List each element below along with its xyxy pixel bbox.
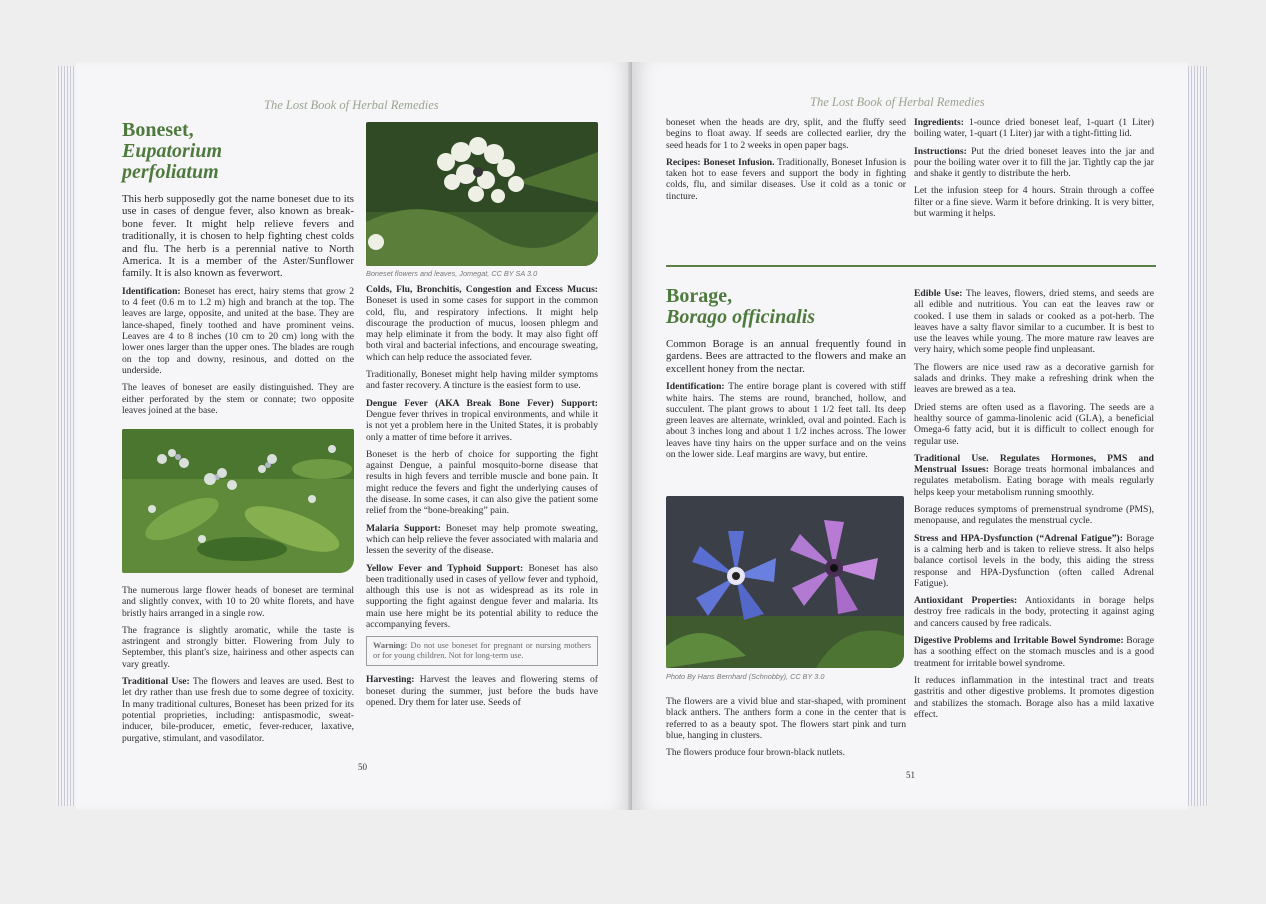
boneset-harvest-cont: boneset when the heads are dry, split, and the fluffy seed begins to float away. If seeds are collected earlier, dry the seed heads for 1 to 2 weeks in open paper bags.: [666, 117, 906, 151]
open-book: [56, 62, 1208, 810]
borage-dried-stems: Dried stems are often used as a flavoring. The seeds are a healthy source of gamma-linolenic acid (GLA), a beneficial Omega-6 fatty acid, but it is difficult to collect enough for regular use.: [914, 401, 1154, 447]
identification-label: Identification:: [122, 285, 181, 297]
instructions-text: Put the dried boneset leaves into the jar and pour the boiling water over it to fill the jar. Tightly cap the jar and shake it gently to distribute the herb.: [914, 145, 1154, 180]
left-page: [76, 62, 632, 810]
boneset-traditional: [122, 676, 354, 744]
right-column-1-top: [666, 117, 906, 208]
yellow-label: Yellow Fever and Typhoid Support:: [366, 562, 524, 574]
warning-text: Do not use boneset for pregnant or nursing mothers or for young children. Not for long-term use.: [373, 641, 591, 661]
boneset-flower-image: [122, 429, 354, 573]
right-page: [632, 62, 1188, 810]
title-latin-1: Eupatorium: [122, 140, 223, 162]
borage-flowers: The flowers are a vivid blue and star-shaped, with prominent black anthers. The anthers form a cone in the center that is referred to as a beauty spot. The flowers start pink and turn blue, hanging in clusters.: [666, 696, 906, 741]
harvesting-text: Harvest the leaves and flowering stems of boneset during the summer, just before the buds have opened. Dry them for later use. Seeds of: [366, 674, 598, 708]
boneset-colds: [366, 284, 598, 363]
warning-label: Warning:: [373, 641, 408, 651]
edible-text: The leaves, flowers, dried stems, and seeds are all edible and nutritious. You can eat the leaves raw or cooked. I use them in salads or cooked as a pot-herb. The leaves have a salty flavor similar to a cucumber. It is best to use the leaves while young. The more mature raw leaves are very hairy, which some people find unpleasant.: [914, 288, 1154, 356]
edible-label: Edible Use:: [914, 288, 963, 299]
traditional-text: The flowers and leaves are used. Best to let dry rather than use fresh due to some degree of toxicity. In many traditional cultures, Boneset has been prized for its potential proprieties, including: antispasmodic, sweat-inducer, bile-producer, emetic, fever-reducer, laxative, purgative, stimulant, and vasodilator.: [122, 676, 354, 744]
antioxidant-label: Antioxidant Properties:: [914, 595, 1018, 607]
borage-inflammation: It reduces inflammation in the intestinal tract and treats gastritis and other digestive problems. It promotes digestion and stabilizes the stomach. Borage also has a mild laxative effect.: [914, 674, 1154, 720]
right-column-2-top: [914, 117, 1154, 225]
stress-label: Stress and HPA-Dysfunction (“Adrenal Fatigue”):: [914, 532, 1123, 544]
borage-hormones: [914, 453, 1154, 498]
boneset-harvesting: [366, 674, 598, 708]
borage-stress: [914, 533, 1154, 589]
harvesting-label: Harvesting:: [366, 674, 415, 686]
boneset-flower-heads: The numerous large flower heads of boneset are terminal and slightly convex, with 10 to 20 white florets, and have bristly hairs arranged in a single row.: [122, 585, 354, 619]
boneset-malaria: [366, 523, 598, 557]
boneset-photo-2: [122, 429, 354, 573]
malaria-label: Malaria Support:: [366, 522, 441, 534]
boneset-identification: [122, 286, 354, 376]
digestive-label: Digestive Problems and Irritable Bowel Syndrome:: [914, 635, 1124, 647]
recipes-label: Recipes: Boneset Infusion.: [666, 156, 775, 168]
boneset-title: [122, 120, 354, 183]
boneset-fragrance: The fragrance is slightly aromatic, while the taste is astringent and strongly bitter. Flowering from July to September, this plant's size, hairiness and other aspects can vary greatly.: [122, 624, 354, 670]
dengue-label: Dengue Fever (AKA Break Bone Fever) Support:: [366, 397, 598, 409]
borage-garnish: The flowers are nice used raw as a decorative garnish for salads and drinks. They make a refreshing drink when the leaves are brewed as a tea.: [914, 361, 1154, 396]
page-number-right: 51: [906, 770, 915, 780]
warning-box: [366, 636, 598, 666]
boneset-photo-1: [366, 122, 598, 266]
boneset-intro: This herb supposedly got the name boneset due to its use in cases of dengue fever, also known as break-bone fever. It might help relieve fevers and traditionally, it is chosen to help fighting chest colds and flu. The herb is a perennial native to North America. It is a member of the Aster/Sunflower family. It is also known as feverwort.: [122, 193, 354, 280]
borage-title-latin: Borago officinalis: [666, 306, 816, 328]
stress-text: Borage is a calming herb and is taken to relieve stress. It also helps balance cortisol levels in the body, this aiding the stress response and HPA-Dysfunction (often called Adrenal Fatigue).: [914, 532, 1154, 589]
left-column-1: [122, 120, 354, 422]
borage-title-common: Borage,: [666, 285, 733, 307]
identification-text: Boneset has erect, hairy stems that grow 2 to 4 feet (0.6 m to 1.2 m) high and branch at the top. The leaves are large, opposite, and united at the base. They are lance-shaped, finely toothed and have prominent veins. Leaves are 4 to 8 inches (10 cm to 20 cm) long with the lower ones larger than the upper ones. The blades are rough on the top and downy, resinous, and dotted on the underside.: [122, 285, 354, 376]
boneset-leaves: The leaves of boneset are easily distinguished. They are either perforated by the stem or connate; two opposite leaves joined at the base.: [122, 382, 354, 416]
boneset-yellow-fever: [366, 563, 598, 631]
boneset-dengue-2: Boneset is the herb of choice for supporting the fight against Dengue, a painful mosquito-borne disease that results in high fevers and terrible muscle and bone pain. It might reduce the fevers and fight the underlying causes of the disease. In some cases, it can also give the patient some relief from the “bone-breaking” pain.: [366, 448, 598, 517]
title-common: Boneset,: [122, 119, 194, 141]
right-column-1-lower: [666, 696, 906, 764]
boneset-recipes: [666, 157, 906, 202]
boneset-photo-caption: Boneset flowers and leaves, Jomegat, CC BY SA 3.0: [366, 269, 538, 278]
yellow-text: Boneset has also been traditionally used in cases of yellow fever and typhoid, although this use is not as widespread as its role in supporting the fight against dengue fever and malaria. Its main use here might be its potential ability to reduce the accompanying fevers.: [366, 562, 598, 631]
ingredients-text: 1-ounce dried boneset leaf, 1-quart (1 Liter) boiling water, 1-quart (1 Liter) jar with a tight-fitting lid.: [914, 117, 1154, 140]
instructions-label: Instructions:: [914, 145, 967, 157]
borage-photo-caption: Photo By Hans Bernhard (Schnobby), CC BY 3.0: [666, 672, 825, 681]
borage-digestive: [914, 635, 1154, 669]
boneset-ingredients: [914, 117, 1154, 140]
section-divider: [666, 265, 1156, 267]
borage-pms: Borage reduces symptoms of premenstrual syndrome (PMS), menopause, and regulates the menstrual cycle.: [914, 504, 1154, 527]
digestive-text: Borage has a soothing effect on the stomach muscles and is a good treatment for irritable bowel syndrome.: [914, 635, 1154, 669]
title-latin-2: perfoliatum: [122, 161, 219, 183]
borage-title: [666, 286, 906, 328]
hormones-text: Borage treats hormonal imbalances and regulates metabolism. Eating borage with meals regularly helps keep your metabolism running smoothly.: [914, 464, 1154, 498]
boneset-cluster-image: [366, 122, 598, 266]
borage-antioxidant: [914, 595, 1154, 629]
traditional-label: Traditional Use:: [122, 676, 190, 688]
boneset-dengue: [366, 398, 598, 443]
colds-text: Boneset is used in some cases for support in the common cold, flu, and respiratory infections. It might help discourage the production of mucus, loosen phlegm and may help eliminate it from the body. It may also fight off both viral and bacterial infections, and encourage sweating, which can help reduce the associated fever.: [366, 295, 598, 363]
borage-photo: [666, 496, 904, 668]
borage-identification-text: The entire borage plant is covered with stiff white hairs. The stems are round, branched, hollow, and succulent. The plant grows to about 1 1/2 feet tall. Its deep green leaves are alternate, wrinkled, oval and pointed. Each is about 3 inches long and about 1 1/2 inches across. The lower leaves have tiny hairs on the upper surface and on the veins on the lower side. Leaf margins are wavy, but entire.: [666, 381, 906, 460]
boneset-steep: Let the infusion steep for 4 hours. Strain through a coffee filter or a fine sieve. Warm it before drinking. It is very bitter, but warming it helps.: [914, 185, 1154, 220]
right-column-2: [914, 288, 1154, 726]
recipes-text: Traditionally, Boneset Infusion is taken hot to ease fevers and support the body in fighting colds, flu, and similar diseases. Use it cold as a tonic or tincture.: [666, 156, 906, 202]
borage-nutlets: The flowers produce four brown-black nutlets.: [666, 747, 846, 759]
borage-identification-label: Identification:: [666, 381, 725, 393]
left-column-1-lower: [122, 585, 354, 750]
boneset-traditionally: Traditionally, Boneset might help having milder symptoms and faster recovery. A tincture is the easiest form to use.: [366, 369, 598, 392]
left-column-2: [366, 284, 598, 714]
running-head-right: The Lost Book of Herbal Remedies: [810, 95, 985, 109]
antioxidant-text: Antioxidants in borage helps destroy free radicals in the body, protecting it against aging and cancers caused by free radicals.: [914, 595, 1154, 629]
ingredients-label: Ingredients:: [914, 117, 964, 128]
boneset-instructions: [914, 146, 1154, 180]
malaria-text: Boneset may help promote sweating, which can help relieve the fever associated with malaria and lessen the severity of the disease.: [366, 522, 598, 557]
running-head: The Lost Book of Herbal Remedies: [264, 98, 439, 112]
page-number-left: 50: [358, 762, 367, 772]
dengue-text: Dengue fever thrives in tropical environments, and while it is not yet a problem here in the United States, it is probably only a matter of time before it arrives.: [366, 408, 598, 443]
borage-flowers-image: [666, 496, 904, 668]
borage-edible: [914, 288, 1154, 356]
colds-label: Colds, Flu, Bronchitis, Congestion and Excess Mucus:: [366, 284, 598, 295]
borage-identification: [666, 381, 906, 460]
borage-intro: Common Borage is an annual frequently found in gardens. Bees are attracted to the flowers and make an excellent honey from the nectar.: [666, 338, 906, 375]
hormones-label: Traditional Use. Regulates Hormones, PMS and Menstrual Issues:: [914, 452, 1154, 476]
right-column-1: [666, 286, 906, 466]
